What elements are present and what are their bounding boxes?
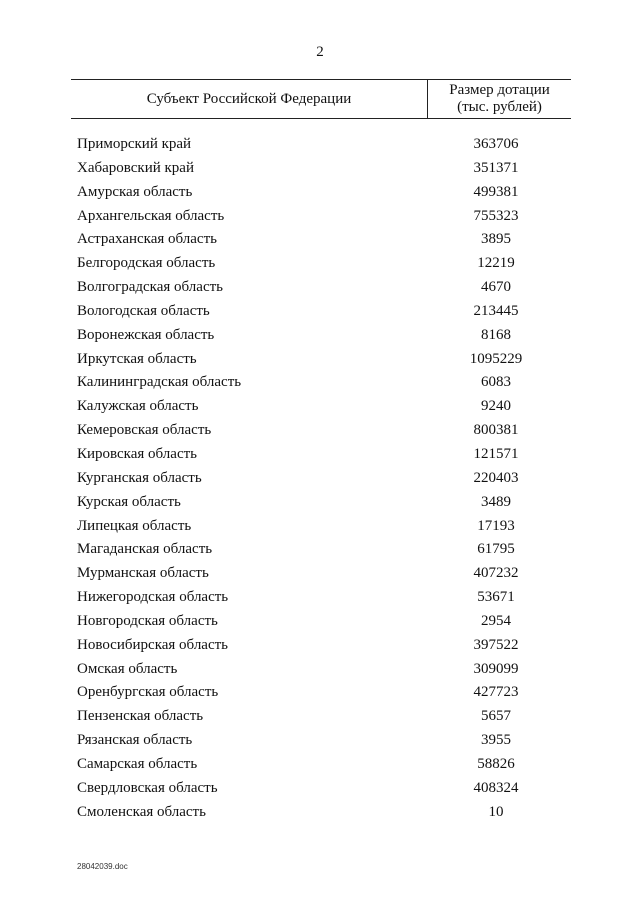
page-number: 2 [316,44,324,60]
table-row [77,753,577,777]
table-row [77,419,577,443]
subsidy-amount: 53671 [477,589,515,606]
table-body [77,133,577,824]
table-row [77,133,577,157]
table-row [77,467,577,491]
subsidy-amount: 3955 [481,732,511,749]
region-name: Калининградская область [77,374,242,391]
region-name: Омская область [77,660,178,677]
region-name: Магаданская область [77,541,213,558]
document-footer-code: 28042039.doc [77,862,128,871]
region-name: Амурская область [77,183,193,200]
region-name: Новосибирская область [77,636,229,653]
region-name: Астраханская область [77,231,217,248]
subsidy-amount: 397522 [473,636,519,653]
table-row [77,586,577,610]
table-row [77,634,577,658]
region-name: Волгоградская область [77,279,223,296]
subsidy-amount: 17193 [477,517,515,534]
table-row [77,324,577,348]
table-row [77,777,577,801]
region-name: Приморский край [77,136,192,152]
column-header-amount-line1: Размер дотации [449,82,550,98]
subsidy-amount: 800381 [473,422,519,439]
region-name: Курганская область [77,469,202,486]
subsidy-amount: 9240 [481,398,511,415]
region-name: Рязанская область [77,732,193,749]
table-row [77,801,577,825]
subsidy-amount: 499381 [473,183,519,200]
table-row [77,228,577,252]
region-name: Пензенская область [77,708,204,725]
subsidy-amount: 3895 [481,231,511,248]
subsidy-amount: 6083 [481,374,511,391]
table-row [77,300,577,324]
subsidy-amount: 61795 [477,541,515,558]
subsidy-amount: 407232 [473,565,519,582]
table-row [77,252,577,276]
region-name: Нижегородская область [77,589,229,606]
region-name: Мурманская область [77,565,209,582]
table-row [77,443,577,467]
table-row [77,681,577,705]
table-row [77,610,577,634]
subsidy-amount: 58826 [477,755,515,772]
region-name: Смоленская область [77,803,206,820]
table-row [77,515,577,539]
table-row [77,658,577,682]
subsidy-amount: 220403 [473,469,519,486]
table-row [77,181,577,205]
region-name: Кировская область [77,445,198,462]
table-row [77,371,577,395]
region-name: Хабаровский край [77,159,194,176]
column-header-amount [428,82,571,116]
table-row [77,276,577,300]
subsidy-amount: 213445 [473,302,519,319]
subsidy-amount: 755323 [473,207,519,224]
table-row [77,729,577,753]
table-header [71,79,571,119]
region-name: Кемеровская область [77,422,212,439]
region-name: Свердловская область [77,779,218,796]
region-name: Вологодская область [77,302,210,319]
region-name: Воронежская область [77,326,215,343]
table-row [77,562,577,586]
region-name: Липецкая область [77,517,192,534]
subsidy-amount: 8168 [481,326,511,343]
table-row [77,538,577,562]
subsidy-amount: 408324 [473,779,519,796]
region-name: Новгородская область [77,612,218,629]
subsidy-amount: 10 [488,803,504,820]
region-name: Самарская область [77,755,198,772]
table-row [77,491,577,515]
subsidy-amount: 427723 [473,684,519,701]
region-name: Оренбургская область [77,684,219,701]
subsidy-amount: 12219 [477,255,515,272]
subsidy-amount: 4670 [481,279,511,296]
table-row [77,157,577,181]
table-row [77,395,577,419]
column-header-subject: Субъект Российской Федерации [146,91,352,107]
subsidy-amount: 351371 [473,159,519,176]
region-name: Белгородская область [77,255,216,272]
table-row [77,705,577,729]
subsidy-amount: 309099 [473,660,519,677]
subsidy-amount: 121571 [473,445,519,462]
region-name: Калужская область [77,398,199,415]
table-row [77,348,577,372]
subsidy-amount: 1095229 [469,350,523,367]
region-name: Архангельская область [77,207,225,224]
subsidy-amount: 3489 [481,493,511,510]
region-name: Иркутская область [77,350,197,367]
subsidy-amount: 5657 [481,708,511,725]
column-header-amount-line2: (тыс. рублей) [457,99,542,115]
region-name: Курская область [77,493,181,510]
table-row [77,205,577,229]
subsidy-amount: 2954 [481,612,511,629]
subsidy-amount: 363706 [473,136,519,152]
